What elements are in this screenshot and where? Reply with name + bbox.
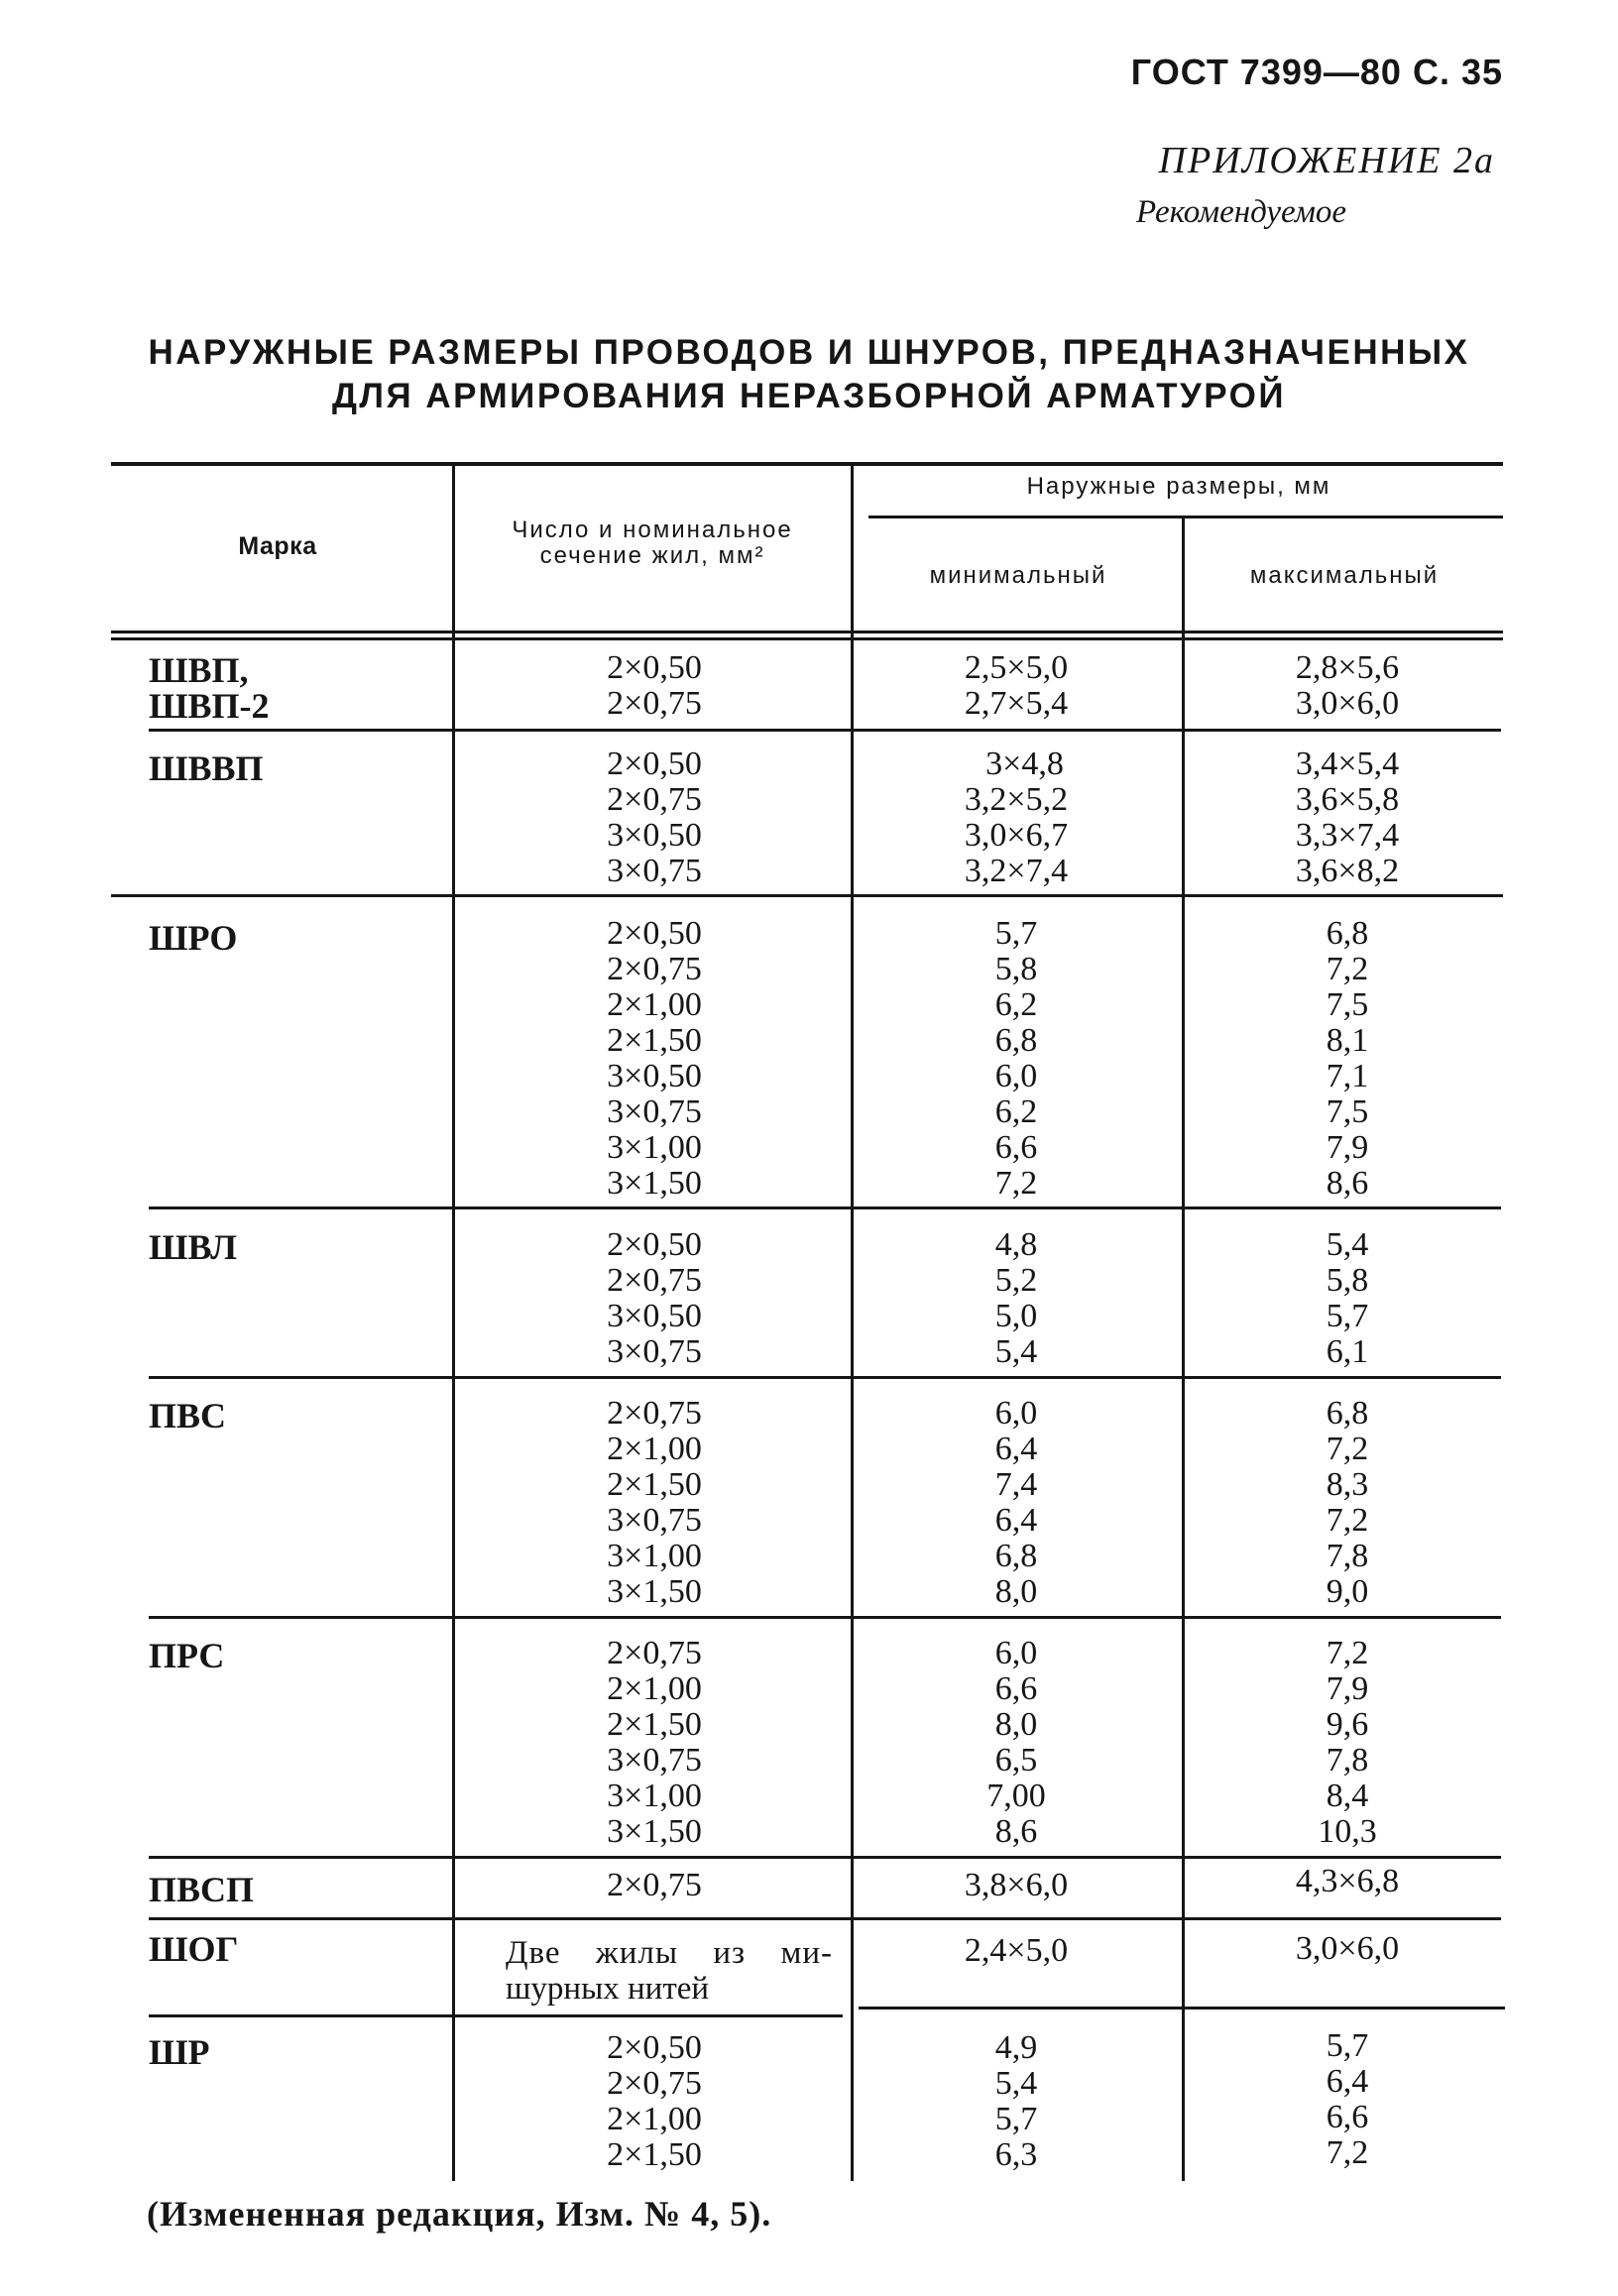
- group-rule: [149, 1376, 1501, 1379]
- row-sections: 2×0,50 2×0,75 3×0,50 3×0,75: [607, 746, 702, 889]
- row-min: 2,5×5,0 2,7×5,4: [964, 649, 1069, 722]
- row-sections: 2×0,50 2×0,75 2×1,00 2×1,50: [607, 2029, 702, 2173]
- row-min: 5,7 5,8 6,2 6,8 6,0 6,2 6,6 7,2: [994, 915, 1038, 1202]
- header-section-line-2: сечение жил, мм²: [539, 542, 765, 569]
- group-rule: [149, 1206, 1501, 1209]
- row-sections: 2×0,75 2×1,00 2×1,50 3×0,75 3×1,00 3×1,50: [607, 1635, 702, 1850]
- row-sections: 2×0,75: [607, 1867, 702, 1903]
- row-min: 4,9 5,4 5,7 6,3: [994, 2029, 1038, 2173]
- row-brand: ШОГ: [149, 1929, 239, 1969]
- row-min: 6,0 6,6 8,0 6,5 7,00 8,6: [986, 1635, 1046, 1850]
- header-min: минимальный: [929, 562, 1107, 589]
- row-min: 3×4,8 3,2×5,2 3,0×6,7 3,2×7,4: [964, 746, 1069, 889]
- row-brand: ПРС: [149, 1636, 225, 1675]
- row-brand: ШВЛ: [149, 1227, 237, 1267]
- row-min: 2,4×5,0: [964, 1932, 1069, 1969]
- group-rule: [149, 1616, 1501, 1619]
- header-outer-dimensions: Наружные размеры, мм: [1026, 473, 1331, 500]
- row-max: 5,4 5,8 5,7 6,1: [1326, 1226, 1369, 1370]
- row-min: 3,8×6,0: [964, 1867, 1069, 1903]
- row-max: 3,4×5,4 3,6×5,8 3,3×7,4 3,6×8,2: [1295, 746, 1400, 889]
- document-title: [0, 331, 1618, 418]
- row-sections: 2×0,50 2×0,75 2×1,00 2×1,50 3×0,50 3×0,75 3×1,00 3×1,50: [607, 915, 702, 1202]
- row-max: 4,3×6,8: [1295, 1863, 1400, 1899]
- row-max: 6,8 7,2 7,5 8,1 7,1 7,5 7,9 8,6: [1326, 915, 1369, 1202]
- amendment-note: (Измененная редакция, Изм. № 4, 5).: [147, 2194, 772, 2234]
- title-line-2: ДЛЯ АРМИРОВАНИЯ НЕРАЗБОРНОЙ АРМАТУРОЙ: [331, 377, 1287, 415]
- row-brand: ШВВП: [149, 748, 264, 788]
- group-rule: [111, 894, 1503, 897]
- row-sections: 2×0,50 2×0,75: [607, 649, 702, 722]
- header-section-line-1: Число и номинальное: [512, 517, 793, 543]
- col-divider-1: [452, 466, 455, 2181]
- header-bottom-rule-b: [111, 637, 1503, 640]
- row-min: 6,0 6,4 7,4 6,4 6,8 8,0: [994, 1395, 1038, 1610]
- group-rule: [149, 1917, 1501, 1920]
- gost-page-header: ГОСТ 7399—80 С. 35: [1130, 52, 1503, 92]
- group-rule: [859, 2007, 1505, 2009]
- row-max: 7,2 7,9 9,6 7,8 8,4 10,3: [1318, 1635, 1377, 1850]
- group-rule: [149, 2014, 843, 2017]
- header-max: максимальный: [1249, 562, 1440, 589]
- header-brand: Марка: [238, 532, 317, 560]
- group-rule: [149, 1856, 1501, 1859]
- row-sections-line-1: Две жилы из ми-: [506, 1935, 833, 1971]
- row-sections-text: [506, 1935, 833, 2007]
- row-min: 4,8 5,2 5,0 5,4: [994, 1226, 1038, 1370]
- title-line-1: НАРУЖНЫЕ РАЗМЕРЫ ПРОВОДОВ И ШНУРОВ, ПРЕДНАЗНАЧЕННЫХ: [148, 333, 1470, 372]
- row-brand: ПВС: [149, 1396, 227, 1435]
- row-brand: ШР: [149, 2032, 210, 2072]
- group-rule: [149, 729, 1501, 732]
- row-brand: ПВСП: [149, 1870, 255, 1909]
- row-brand: ШРО: [149, 918, 238, 958]
- row-sections: 2×0,75 2×1,00 2×1,50 3×0,75 3×1,00 3×1,50: [607, 1395, 702, 1610]
- row-max: 3,0×6,0: [1295, 1930, 1400, 1967]
- table-top-rule: [111, 462, 1503, 466]
- header-sub-rule: [868, 516, 1503, 518]
- row-brand: ШВП, ШВП-2: [149, 650, 270, 726]
- header-bottom-rule-a: [111, 631, 1503, 633]
- row-max: 5,7 6,4 6,6 7,2: [1326, 2027, 1369, 2171]
- row-max: 6,8 7,2 8,3 7,2 7,8 9,0: [1326, 1395, 1369, 1610]
- header-section: [458, 517, 847, 569]
- appendix-label: ПРИЛОЖЕНИЕ 2а: [1158, 140, 1495, 181]
- row-sections-line-2: шурных нитей: [506, 1971, 710, 2007]
- row-sections: 2×0,50 2×0,75 3×0,50 3×0,75: [607, 1226, 702, 1370]
- recommended-label: Рекомендуемое: [1136, 194, 1347, 230]
- row-max: 2,8×5,6 3,0×6,0: [1295, 649, 1400, 722]
